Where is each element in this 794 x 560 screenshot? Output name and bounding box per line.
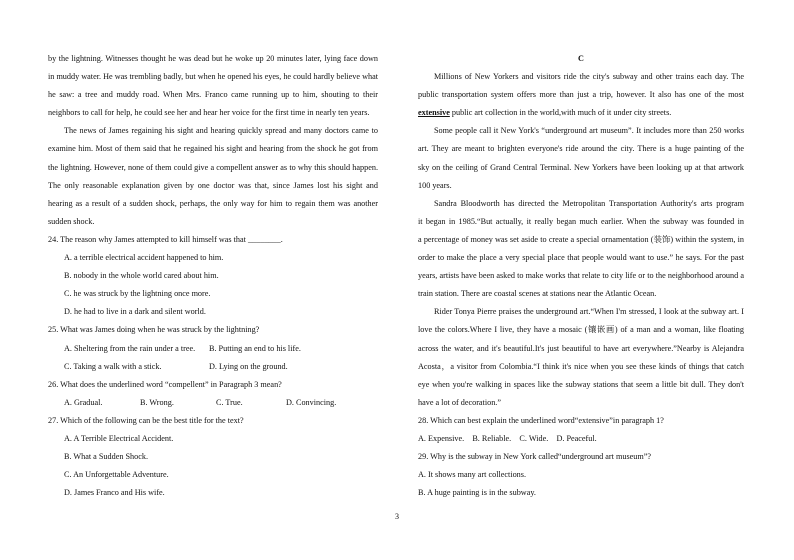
- question-24-option: B. nobody in the whole world cared about him.: [64, 271, 219, 281]
- question-28-stem: 28. Which can best explain the underlined word“extensive”in paragraph 1?: [418, 415, 664, 425]
- question-25-option-d: D. Lying on the ground.: [209, 361, 288, 371]
- para-3-line: a percentage of money was set aside to create a special ornamentation (装饰) within the system, in: [418, 234, 744, 244]
- section-heading: C: [578, 54, 584, 63]
- para-2-line: sky on the ceiling of Grand Central Terminal. New Yorkers have been looking up at that artwork: [418, 162, 744, 172]
- para-4-line: across the water, and it's beautiful.It's just beautiful to have art everywhere.”Nearby is Alejandra: [418, 343, 744, 353]
- para-3-line: train station. There are coastal scenes at stations near the Atlantic Ocean.: [418, 289, 657, 299]
- question-27-option: A. A Terrible Electrical Accident.: [64, 433, 174, 443]
- question-25-option-b: B. Putting an end to his life.: [209, 343, 301, 353]
- para-1-line-rest: public art collection in the world,with much of it under city streets.: [449, 108, 672, 118]
- para-news-line: hearing as a result of a sudden shock, perhaps, the only way for him to regain them was another: [48, 198, 378, 208]
- para-3-line: it began in 1985.“But actually, it really began much earlier. When the subway was founded in: [418, 216, 744, 226]
- question-24-option: D. he had to live in a dark and silent world.: [64, 307, 206, 317]
- page-number: 3: [395, 512, 399, 521]
- question-27-option: B. What a Sudden Shock.: [64, 452, 148, 462]
- para-2-line: 100 years.: [418, 180, 452, 190]
- question-25-options-row: [48, 340, 378, 358]
- question-26-stem: 26. What does the underlined word “compellent” in Paragraph 3 mean?: [48, 379, 282, 389]
- para-4-line: Rider Tonya Pierre praises the underground art.“When I'm stressed, I look at the subway art. I: [434, 307, 744, 317]
- para-3-line: years, artists have been asked to make works that relate to city life or to the neighborhood around a: [418, 271, 744, 281]
- question-29-option: B. A huge painting is in the subway.: [418, 488, 536, 498]
- para-news-line: The news of James regaining his sight and hearing quickly spread and many doctors came to: [64, 126, 378, 136]
- para-news-line: The only reasonable explanation given by one doctor was that, since James lost his sight and: [48, 180, 378, 190]
- question-26-options-row: [48, 394, 378, 412]
- question-25-stem: 25. What was James doing when he was struck by the lightning?: [48, 325, 260, 335]
- question-24-option: A. a terrible electrical accident happened to him.: [64, 253, 224, 263]
- question-26-option-a: A. Gradual.: [64, 397, 103, 407]
- para-2-line: Some people call it New York's “underground art museum”. It includes more than 250 works: [434, 126, 744, 136]
- question-26-option-c: C. True.: [216, 397, 243, 407]
- question-24-option: C. he was struck by the lightning once more.: [64, 289, 211, 299]
- para-news-line: examine him. Most of them said that he regained his sight and hearing from the shock he got from: [48, 144, 378, 154]
- question-25-options-row: [48, 358, 378, 376]
- question-25-option-a: A. Sheltering from the rain under a tree.: [64, 343, 196, 353]
- question-27-option: C. An Unforgettable Adventure.: [64, 470, 169, 480]
- question-26-option-d: D. Convincing.: [286, 397, 337, 407]
- para-3-line: Sandra Bloodworth has directed the Metropolitan Transportation Authority's arts program: [434, 198, 744, 208]
- left-column: [48, 50, 378, 502]
- para-news-line: the lightning. However, none of them could give a compellent answer as to why this should happen.: [48, 162, 378, 172]
- question-27-option: D. James Franco and His wife.: [64, 488, 165, 498]
- para-2-line: art. They are meant to brighten everyone's ride around the city. There is a huge painting of the: [418, 144, 744, 154]
- question-24-stem: 24. The reason why James attempted to kill himself was that ________.: [48, 234, 283, 244]
- para-1-line: [418, 104, 744, 122]
- para-4-line: eye when you're walking in spaces like the subway stations that seem a little bit dull. They don't: [418, 379, 744, 389]
- para-4-line: Acosta，a visitor from Colombia.“I think it's nice when you see these kinds of things that catch: [418, 361, 744, 371]
- para-intro-line: neighbors to call for help, he could see her and hear her voice for the first time in nearly ten years.: [48, 108, 370, 118]
- para-news-line: sudden shock.: [48, 216, 95, 226]
- para-intro-line: he saw: a tree and muddy road. When Mrs. Franco came running up to him, shouting to their: [48, 90, 378, 100]
- para-1-line: public transportation system offers more than just a trip, however. It also has one of the most: [418, 90, 744, 100]
- underlined-word-extensive: extensive: [418, 108, 450, 118]
- para-4-line: have a lot of decoration.”: [418, 397, 501, 407]
- para-intro-line: in muddy water. He was trembling badly, but when he opened his eyes, he could hardly believe what: [48, 72, 378, 82]
- question-25-option-c: C. Taking a walk with a stick.: [64, 361, 162, 371]
- para-3-line: order to make the place a very special place that people would want to use.” he says. For the past: [418, 253, 744, 263]
- question-29-option: A. It shows many art collections.: [418, 470, 527, 480]
- para-1-line: Millions of New Yorkers and visitors ride the city's subway and other trains each day. The: [434, 72, 744, 82]
- question-29-stem: 29. Why is the subway in New York called“underground art museum”?: [418, 452, 651, 462]
- question-26-option-b: B. Wrong.: [140, 397, 174, 407]
- question-28-options: A. Expensive. B. Reliable. C. Wide. D. Peaceful.: [418, 433, 597, 443]
- para-intro-line: by the lightning. Witnesses thought he was dead but he woke up 20 minutes later, lying face down: [48, 54, 378, 63]
- right-column: [418, 50, 744, 502]
- question-27-stem: 27. Which of the following can be the best title for the text?: [48, 415, 244, 425]
- para-4-line: love the colors.Where I live, they have a mosaic (镶嵌画) of a man and a woman, like floating: [418, 325, 744, 335]
